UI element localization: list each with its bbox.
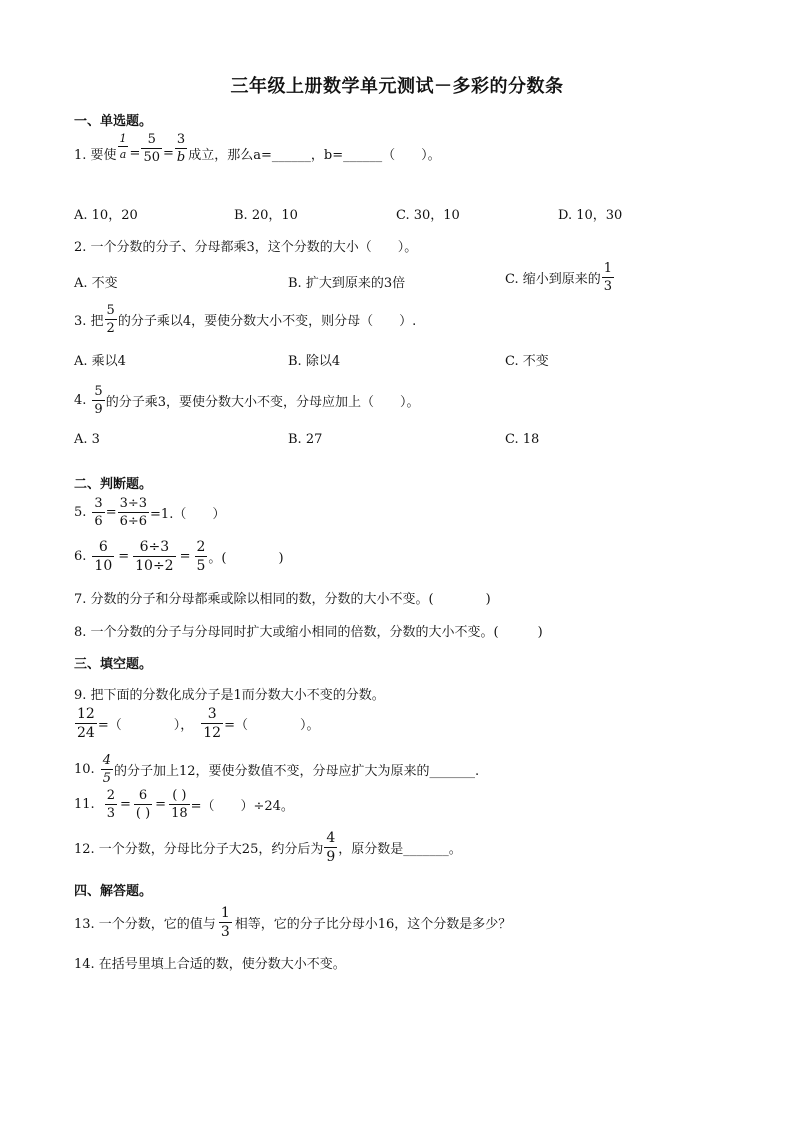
q5-fraction-1: $\frac{3}{6}$ <box>94 496 103 529</box>
q2-option-c[interactable]: C. 缩小到原来的 $\frac{1}{3}$ <box>505 261 613 294</box>
q1-equals-1: = <box>129 146 141 161</box>
q1-equals-2: = <box>163 146 174 161</box>
q9-fraction-1: $\frac{12}{24}$ <box>77 706 95 741</box>
q1-option-c[interactable]: C. 30，10 <box>396 208 460 223</box>
q13-fraction: $\frac{1}{3}$ <box>220 905 230 940</box>
question-4: 4. $\frac{5}{9}$ 的分子乘3，要使分数大小不变，分母应加上（ ）。 <box>74 384 420 417</box>
q9-blank-2[interactable]: =（ ）。 <box>224 718 320 733</box>
question-11: 11. $\frac{2}{3}$ = $\frac{6}{( )}$ = $\frac{( )}{18}$ =（ ）÷24。 <box>74 788 294 821</box>
q1-option-d[interactable]: D. 10，30 <box>558 208 623 223</box>
q1-option-b[interactable]: B. 20，10 <box>234 208 298 223</box>
q11-fraction-1: $\frac{2}{3}$ <box>106 788 115 821</box>
question-8: 8. 一个分数的分子与分母同时扩大或缩小相同的倍数，分数的大小不变。( ) <box>74 625 543 640</box>
q2-option-a[interactable]: A. 不变 <box>74 276 118 291</box>
q6-fraction-2: $\frac{6\div 3}{10\div 2}$ <box>135 539 174 574</box>
q1-fraction-1: $\frac{1}{a}$ <box>119 132 127 161</box>
q1-fraction-2: $\frac{5}{50}$ <box>143 132 160 165</box>
q1-option-a[interactable]: A. 10，20 <box>74 208 138 223</box>
question-14: 14. 在括号里填上合适的数，使分数大小不变。 <box>74 957 346 972</box>
q2-option-b[interactable]: B. 扩大到原来的3倍 <box>288 276 406 291</box>
q11-fraction-3[interactable]: $\frac{( )}{18}$ <box>171 788 188 821</box>
q1-prefix: 1. 要使 <box>74 148 117 163</box>
question-1 <box>74 132 441 165</box>
q6-fraction-3: $\frac{2}{5}$ <box>196 539 206 574</box>
question-2: 2. 一个分数的分子、分母都乘3，这个分数的大小（ ）。 <box>74 240 418 255</box>
q10-fraction: $\frac{4}{5}$ <box>102 753 111 786</box>
section-heading-fill-in: 三、填空题。 <box>74 657 153 672</box>
question-9: 9. 把下面的分数化成分子是1而分数大小不变的分数。 <box>74 688 385 703</box>
question-9-answers <box>74 707 319 740</box>
q4-option-c[interactable]: C. 18 <box>505 432 540 447</box>
q1-fraction-3: $\frac{3}{b}$ <box>176 132 186 165</box>
question-13: 13. 一个分数，它的值与 $\frac{1}{3}$ 相等，它的分子比分母小16，这个分数是多少？ <box>74 905 512 940</box>
question-3: 3. 把 $\frac{5}{2}$ 的分子乘以4，要使分数大小不变，则分母（ ）. <box>74 303 417 336</box>
q11-fraction-2[interactable]: $\frac{6}{( )}$ <box>135 788 151 821</box>
section-heading-single-choice: 一、单选题。 <box>74 114 153 129</box>
q9-fraction-2: $\frac{3}{12}$ <box>203 706 222 741</box>
q5-fraction-2: $\frac{3\div 3}{6\div 6}$ <box>119 496 148 529</box>
question-6: 6. $\frac{6}{10}$ = $\frac{6\div 3}{10\div 2}$ = $\frac{2}{5}$ 。( ) <box>74 539 284 574</box>
q4-option-a[interactable]: A. 3 <box>74 432 100 447</box>
section-heading-true-false: 二、判断题。 <box>74 477 153 492</box>
q3-option-b[interactable]: B. 除以4 <box>288 354 341 369</box>
q4-fraction: $\frac{5}{9}$ <box>94 384 103 417</box>
question-5: 5. $\frac{3}{6}$ = $\frac{3\div 3}{6\div 6}$ =1.（ ） <box>74 496 226 529</box>
question-10: 10. $\frac{4}{5}$ 的分子加上12，要使分数值不变，分母应扩大为原来的_______. <box>74 753 480 786</box>
q3-option-a[interactable]: A. 乘以4 <box>74 354 126 369</box>
q1-suffix: 成立，那么a=______，b=______（ ）。 <box>188 148 441 163</box>
q3-fraction: $\frac{5}{2}$ <box>106 303 115 336</box>
q2-option-c-fraction: $\frac{1}{3}$ <box>603 261 613 294</box>
q3-option-c[interactable]: C. 不变 <box>505 354 549 369</box>
q12-fraction: $\frac{4}{9}$ <box>326 830 336 865</box>
q4-option-b[interactable]: B. 27 <box>288 432 323 447</box>
question-12: 12. 一个分数，分母比分子大25，约分后为 $\frac{4}{9}$ ，原分数是_______。 <box>74 830 462 865</box>
q6-fraction-1: $\frac{6}{10}$ <box>94 539 113 574</box>
section-heading-answer: 四、解答题。 <box>74 884 153 899</box>
q9-blank-1[interactable]: =（ ）， <box>97 718 194 733</box>
page-title: 三年级上册数学单元测试－多彩的分数条 <box>230 76 564 97</box>
question-7: 7. 分数的分子和分母都乘或除以相同的数，分数的大小不变。( ) <box>74 592 491 607</box>
